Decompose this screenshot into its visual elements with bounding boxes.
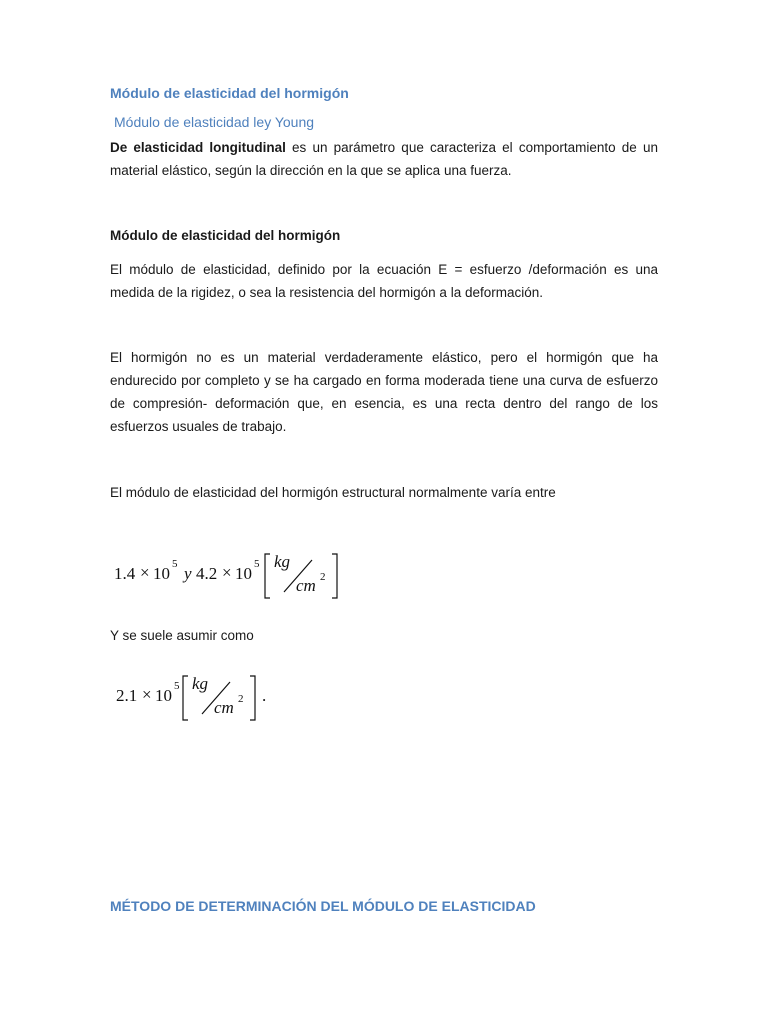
paragraph-concrete: El hormigón no es un material verdaderamente elástico, pero el hormigón que ha endurecido por completo y se ha cargado en forma moderada tiene una curva de esfuerzo de compresión- deformación que, en esencia, es una recta dentro del rango de los esfuerzos usuales de trabajo. — [110, 350, 658, 434]
formula1-base-2: 10 — [235, 564, 252, 583]
intro-paragraph — [110, 136, 658, 182]
formula1-exp-2: 5 — [254, 558, 260, 570]
formula2-exp: 5 — [174, 680, 180, 692]
formula2-numerator: kg — [192, 674, 209, 693]
formula2-den-exp: 2 — [238, 693, 244, 705]
paragraph-definition: El módulo de elasticidad, definido por la ecuación E = esfuerzo /deformación es una medida de la rigidez, o sea la resistencia del hormigón a la deformación. — [110, 262, 658, 300]
formula1-base: 10 — [153, 564, 170, 583]
formula1-times: × — [140, 563, 150, 582]
formula2-denominator: cm — [214, 698, 234, 717]
intro-bold: De elasticidad longitudinal — [110, 140, 286, 155]
formula2-times: × — [142, 685, 152, 704]
method-heading: MÉTODO DE DETERMINACIÓN DEL MÓDULO DE ELASTICIDAD — [110, 898, 536, 914]
section-heading: Módulo de elasticidad del hormigón — [110, 228, 341, 243]
formula1-times-2: × — [222, 563, 232, 582]
formula2-base: 10 — [155, 686, 172, 705]
formula1-den-exp: 2 — [320, 571, 326, 583]
formula1-y: y — [184, 564, 192, 583]
formula1-exp: 5 — [172, 558, 178, 570]
formula1-numerator: kg — [274, 552, 291, 571]
formula2-period: . — [262, 686, 267, 705]
formula1-a: 1.4 — [114, 564, 136, 583]
paragraph-range: El módulo de elasticidad del hormigón estructural normalmente varía entre — [110, 485, 556, 500]
formula2-a: 2.1 — [116, 686, 138, 705]
subtitle-link: Módulo de elasticidad ley Young — [114, 114, 315, 130]
formula-range — [114, 548, 354, 602]
formula1-b: 4.2 — [196, 564, 218, 583]
page-title: Módulo de elasticidad del hormigón — [110, 85, 349, 101]
formula-assumed — [116, 670, 276, 724]
formula1-denominator: cm — [296, 576, 316, 595]
paragraph-assume: Y se suele asumir como — [110, 628, 254, 643]
intro-rest: es un parámetro que caracteriza el comportamiento de un material elástico, según la dirección en la que se aplica una fuerza. — [110, 140, 658, 178]
